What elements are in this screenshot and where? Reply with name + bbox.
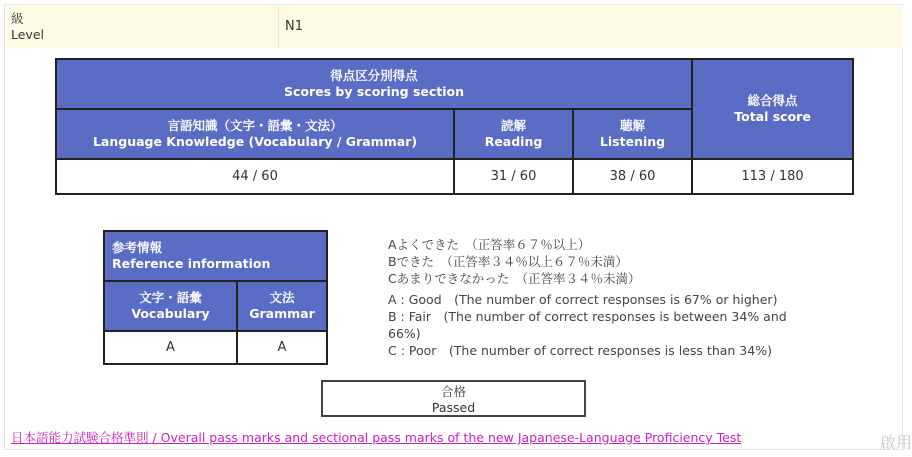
legend-ja-b: Bできた （正答率３４％以上６７％未満） xyxy=(388,254,628,269)
listening-score: 38 / 60 xyxy=(573,159,692,194)
language-knowledge-header: 言語知識（文字・語彙・文法） Language Knowledge (Vocabulary / Grammar) xyxy=(56,109,454,159)
level-label-ja: 級 xyxy=(11,11,24,26)
level-label-en: Level xyxy=(11,27,44,42)
level-label xyxy=(6,6,278,48)
legend-en-a: A : Good (The number of correct responses is 67% or higher) xyxy=(388,292,778,307)
result-passed-box xyxy=(321,380,586,417)
level-value: N1 xyxy=(278,6,903,48)
grade-legend xyxy=(388,236,788,359)
legend-ja-a: Aよくできた （正答率６７％以上） xyxy=(388,237,591,252)
listening-header: 聴解 Listening xyxy=(573,109,692,159)
grammar-header: 文法 Grammar xyxy=(237,281,327,331)
section-header: 得点区分別得点 Scores by scoring section xyxy=(56,59,692,109)
language-knowledge-score: 44 / 60 xyxy=(56,159,454,194)
scores-table xyxy=(55,58,854,195)
reference-table xyxy=(103,230,328,365)
corner-watermark-text: 啟用 xyxy=(880,433,912,452)
legend-en-b: B : Fair (The number of correct responses is between 34% and 66%) xyxy=(388,309,787,341)
reading-header: 読解 Reading xyxy=(454,109,573,159)
level-row xyxy=(6,6,903,48)
legend-ja-c: Cあまりできなかった （正答率３４％未満） xyxy=(388,271,641,286)
grammar-grade: A xyxy=(237,331,327,364)
total-header: 総合得点 Total score xyxy=(692,59,853,159)
reading-score: 31 / 60 xyxy=(454,159,573,194)
reference-header: 参考情報 Reference information xyxy=(104,231,327,281)
pass-marks-link[interactable]: 日本語能力試験合格準則 / Overall pass marks and sectional pass marks of the new Japanese-Language Proficiency Test xyxy=(11,430,742,445)
vocabulary-header: 文字・語彙 Vocabulary xyxy=(104,281,237,331)
result-ja: 合格 xyxy=(440,384,466,399)
result-en: Passed xyxy=(431,400,476,415)
legend-en-c: C : Poor (The number of correct responses is less than 34%) xyxy=(388,343,772,358)
total-score: 113 / 180 xyxy=(692,159,853,194)
vocabulary-grade: A xyxy=(104,331,237,364)
